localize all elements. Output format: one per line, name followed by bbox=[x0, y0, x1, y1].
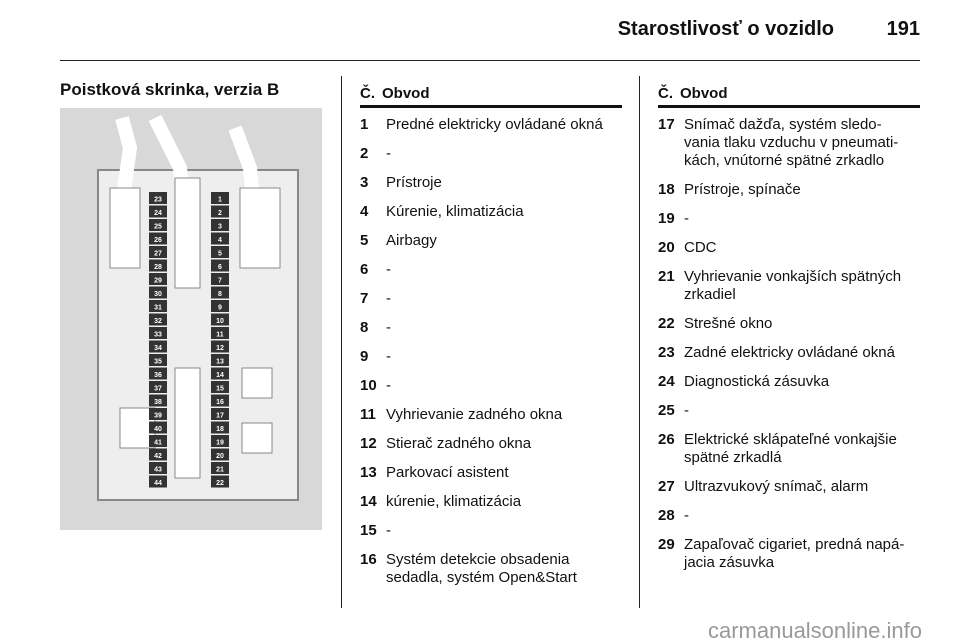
fuse-number: 20 bbox=[658, 239, 675, 256]
fuse-number: 18 bbox=[658, 181, 675, 198]
column-divider-2 bbox=[639, 76, 640, 608]
fuse-label: 20 bbox=[216, 453, 224, 460]
table-row bbox=[658, 402, 920, 420]
table-row bbox=[360, 203, 622, 221]
fuse-number: 8 bbox=[360, 319, 369, 336]
circuit-description: Parkovací asistent bbox=[386, 464, 509, 481]
table-row bbox=[360, 406, 622, 424]
fuse-number: 7 bbox=[360, 290, 369, 307]
column-header-number: Č. bbox=[360, 85, 375, 102]
fuse-label: 12 bbox=[216, 345, 224, 352]
fuse-label: 6 bbox=[218, 264, 222, 271]
table-row bbox=[658, 315, 920, 333]
fuse-label: 16 bbox=[216, 399, 224, 406]
table-row bbox=[360, 116, 622, 134]
fuse-label: 11 bbox=[216, 331, 224, 339]
fuse-label: 8 bbox=[218, 291, 222, 298]
circuit-description: CDC bbox=[684, 239, 717, 256]
circuit-description: - bbox=[386, 348, 391, 365]
fuse-number: 21 bbox=[658, 268, 675, 285]
fuse-label: 44 bbox=[154, 480, 162, 487]
table-row bbox=[360, 551, 622, 587]
fuse-number: 6 bbox=[360, 261, 369, 278]
table-row bbox=[658, 431, 920, 467]
table-row bbox=[360, 261, 622, 279]
fuse-label: 3 bbox=[218, 223, 222, 231]
fuse-label: 14 bbox=[216, 372, 224, 379]
fuse-number: 1 bbox=[360, 116, 369, 133]
fuse-number: 11 bbox=[360, 406, 376, 423]
header-divider bbox=[60, 60, 920, 61]
fuse-number: 10 bbox=[360, 377, 377, 394]
circuit-description: Diagnostická zásuvka bbox=[684, 373, 830, 390]
circuit-description: Predné elektricky ovládané okná bbox=[386, 116, 603, 133]
fuse-label: 37 bbox=[154, 385, 162, 393]
fuse-number: 29 bbox=[658, 536, 675, 553]
fuse-label: 10 bbox=[216, 318, 224, 325]
circuit-description: Elektrické sklápateľné vonkajšie spätné zrkadlá bbox=[684, 431, 897, 466]
fuse-label: 24 bbox=[154, 210, 162, 217]
table-row bbox=[360, 377, 622, 395]
circuit-description: - bbox=[386, 261, 391, 278]
fuse-label: 23 bbox=[154, 196, 162, 204]
circuit-description: - bbox=[684, 507, 689, 524]
table-header bbox=[360, 80, 622, 108]
table-row bbox=[658, 478, 920, 496]
circuit-description: Systém detekcie obsadenia sedadla, systém Open&Start bbox=[386, 551, 577, 586]
table-row bbox=[658, 239, 920, 257]
fuse-label: 35 bbox=[154, 358, 162, 366]
fuse-number: 15 bbox=[360, 522, 377, 539]
fuse-table-2 bbox=[658, 80, 920, 572]
fuse-label: 18 bbox=[216, 426, 224, 433]
fuse-number: 25 bbox=[658, 402, 675, 419]
watermark: carmanualsonline.info bbox=[707, 618, 922, 643]
table-row bbox=[658, 536, 920, 572]
fuse-label: 28 bbox=[154, 264, 162, 271]
fuse-number: 17 bbox=[658, 116, 675, 133]
table-row bbox=[360, 435, 622, 453]
column-header-circuit: Obvod bbox=[680, 85, 728, 102]
circuit-description: - bbox=[386, 319, 391, 336]
fuse-number: 26 bbox=[658, 431, 675, 448]
table-row bbox=[360, 232, 622, 250]
fuse-label: 41 bbox=[154, 439, 162, 447]
fuse-label: 30 bbox=[154, 291, 162, 298]
fuse-label: 40 bbox=[154, 426, 162, 433]
fuse-label: 22 bbox=[216, 480, 224, 487]
table-row bbox=[360, 174, 622, 192]
table-row bbox=[658, 373, 920, 391]
fuse-label: 1 bbox=[218, 196, 222, 204]
fuse-number: 14 bbox=[360, 493, 377, 510]
table-row bbox=[360, 522, 622, 540]
fuse-box-illustration bbox=[60, 108, 322, 530]
table-row bbox=[658, 116, 920, 170]
fuse-label: 5 bbox=[218, 250, 222, 258]
circuit-description: Prístroje, spínače bbox=[684, 181, 801, 198]
circuit-description: Stierač zadného okna bbox=[386, 435, 532, 452]
circuit-description: Zapaľovač cigariet, predná napá- jacia zásuvka bbox=[684, 536, 905, 571]
header-title: Starostlivosť o vozidlo bbox=[617, 18, 834, 40]
fuse-number: 27 bbox=[658, 478, 675, 495]
fuse-label: 43 bbox=[154, 466, 162, 474]
fuse-label: 15 bbox=[216, 385, 224, 393]
fuse-number: 13 bbox=[360, 464, 377, 481]
table-row bbox=[360, 145, 622, 163]
circuit-description: Strešné okno bbox=[684, 315, 773, 332]
column-divider-1 bbox=[341, 76, 342, 608]
fuse-label: 27 bbox=[154, 250, 162, 258]
circuit-description: - bbox=[684, 402, 689, 419]
fuse-number: 22 bbox=[658, 315, 675, 332]
fuse-label: 13 bbox=[216, 358, 224, 366]
circuit-description: - bbox=[386, 290, 391, 307]
circuit-description: - bbox=[386, 522, 391, 539]
fuse-number: 4 bbox=[360, 203, 369, 220]
circuit-description: Airbagy bbox=[386, 232, 437, 249]
table-row bbox=[658, 268, 920, 304]
circuit-description: Vyhrievanie zadného okna bbox=[386, 406, 563, 423]
fuse-label: 7 bbox=[218, 277, 222, 285]
fuse-number: 2 bbox=[360, 145, 369, 162]
fuse-label: 32 bbox=[154, 318, 162, 325]
fuse-label: 19 bbox=[216, 439, 224, 447]
fuse-label: 26 bbox=[154, 237, 162, 244]
circuit-description: - bbox=[684, 210, 689, 227]
circuit-description: - bbox=[386, 377, 391, 394]
fuse-number: 28 bbox=[658, 507, 675, 524]
circuit-description: Kúrenie, klimatizácia bbox=[386, 203, 524, 220]
table-row bbox=[360, 464, 622, 482]
table-row bbox=[360, 290, 622, 308]
fuse-number: 5 bbox=[360, 232, 369, 249]
fuse-label: 25 bbox=[154, 223, 162, 231]
circuit-description: Zadné elektricky ovládané okná bbox=[684, 344, 895, 361]
fuse-label: 38 bbox=[154, 399, 162, 406]
fuse-table-1 bbox=[360, 80, 622, 587]
table-row bbox=[658, 181, 920, 199]
fuse-number: 24 bbox=[658, 373, 675, 390]
circuit-description: Vyhrievanie vonkajších spätných zrkadiel bbox=[684, 268, 902, 303]
section-title: Poistková skrinka, verzia B bbox=[60, 80, 280, 99]
fuse-label: 17 bbox=[216, 412, 224, 420]
fuse-label: 2 bbox=[218, 210, 222, 217]
fuse-number: 3 bbox=[360, 174, 369, 191]
table-row bbox=[658, 344, 920, 362]
fuse-number: 16 bbox=[360, 551, 377, 568]
table-row bbox=[360, 319, 622, 337]
fuse-label: 9 bbox=[218, 304, 222, 312]
page-number: 191 bbox=[886, 18, 920, 40]
fuse-label: 21 bbox=[216, 466, 224, 474]
fuse-label: 34 bbox=[154, 345, 162, 352]
fuse-label: 36 bbox=[154, 372, 162, 379]
table-row bbox=[658, 210, 920, 228]
table-row bbox=[360, 493, 622, 511]
fuse-label: 29 bbox=[154, 277, 162, 285]
column-header-circuit: Obvod bbox=[382, 85, 430, 102]
fuse-label: 39 bbox=[154, 412, 162, 420]
circuit-description: - bbox=[386, 145, 391, 162]
circuit-description: kúrenie, klimatizácia bbox=[386, 493, 522, 510]
fuse-label: 31 bbox=[154, 304, 162, 312]
table-row bbox=[360, 348, 622, 366]
circuit-description: Snímač dažďa, systém sledo- vania tlaku vzduchu v pneumati- kách, vnútorné spätné zrkadlo bbox=[684, 116, 899, 169]
fuse-label: 42 bbox=[154, 453, 162, 460]
fuse-number: 23 bbox=[658, 344, 675, 361]
circuit-description: Prístroje bbox=[386, 174, 442, 191]
fuse-label: 33 bbox=[154, 331, 162, 339]
fuse-number: 19 bbox=[658, 210, 675, 227]
fuse-label: 4 bbox=[218, 237, 222, 244]
table-row bbox=[658, 507, 920, 525]
circuit-description: Ultrazvukový snímač, alarm bbox=[684, 478, 869, 495]
fuse-number: 12 bbox=[360, 435, 377, 452]
fuse-number: 9 bbox=[360, 348, 369, 365]
table-header bbox=[658, 80, 920, 108]
column-header-number: Č. bbox=[658, 85, 673, 102]
